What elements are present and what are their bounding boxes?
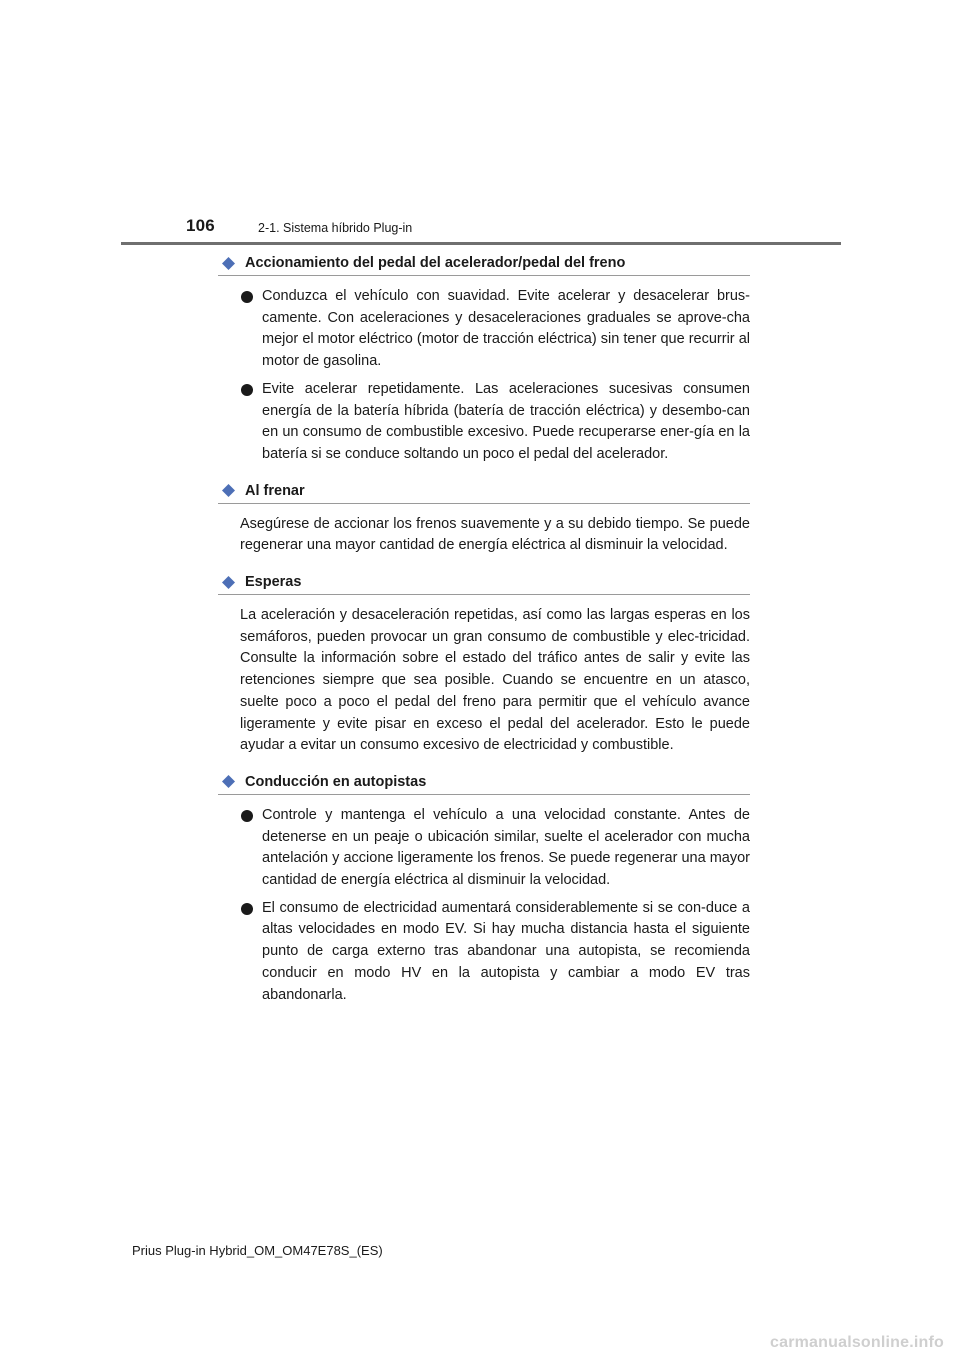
section-heading (218, 571, 750, 595)
list-item-text: El consumo de electricidad aumentará considerablemente si se con-duce a altas velocidades en modo EV. Si hay mucha distancia hasta el siguiente punto de carga externo tras abandonar una autopista, se recomienda conducir en modo HV en la autopista y cambiar a modo EV tras abandonarla. (262, 899, 750, 1003)
list-item (240, 286, 750, 373)
section-highway-driving (218, 771, 750, 1006)
bullet-dot-icon (241, 291, 253, 303)
footer-document-id: Prius Plug-in Hybrid_OM_OM47E78S_(ES) (132, 1243, 383, 1258)
watermark: carmanualsonline.info (770, 1334, 945, 1351)
section-heading (218, 771, 750, 795)
diamond-icon (222, 257, 235, 270)
bullet-dot-icon (241, 810, 253, 822)
header-divider (121, 242, 841, 245)
list-item-text: Evite acelerar repetidamente. Las aceleraciones sucesivas consumen energía de la batería híbrida (batería de tracción eléctrica) y desembo-can en un consumo de combustible excesivo. Puede recuperarse ener-gía en la batería si se conduce soltando un poco el pedal del acelerador. (262, 380, 750, 462)
section-heading (218, 480, 750, 504)
section-paragraph: La aceleración y desaceleración repetidas, así como las largas esperas en los semáforos, pueden provocar un gran consumo de combustible y elec-tricidad. Consulte la información sobre el estado del tráfico antes de salir y evite las retenciones siempre que sea posible. Cuando se encuentre en un atasco, suelte poco a poco el pedal del freno para permitir que el vehículo avance ligeramente y evite pisar en exceso el pedal del acelerador. Esto le puede ayudar a evitar un consumo excesivo de electricidad y combustible. (240, 607, 750, 754)
list-item-text: Conduzca el vehículo con suavidad. Evite acelerar y desacelerar brus-camente. Con aceleraciones y desaceleraciones graduales se aprove-cha mejor el motor eléctrico (motor de tracción eléctrica) sin tener que recurrir al motor de gasolina. (262, 288, 750, 370)
list-item (240, 898, 750, 1007)
diamond-icon (222, 484, 235, 497)
section-heading (218, 252, 750, 276)
list-item (240, 805, 750, 892)
section-paragraph: Asegúrese de accionar los frenos suavemente y a su debido tiempo. Se puede regenerar una mayor cantidad de energía eléctrica al disminuir la velocidad. (240, 515, 750, 554)
bullet-list (218, 286, 750, 466)
page-content (218, 252, 750, 1006)
diamond-icon (222, 775, 235, 788)
section-pedal-operation (218, 252, 750, 466)
list-item-text: Controle y mantenga el vehículo a una velocidad constante. Antes de detenerse en un peaje o ubicación similar, suelte el acelerador con mucha antelación y accione ligeramente los frenos. Se puede regenerar una mayor cantidad de energía eléctrica al disminuir la velocidad. (262, 806, 750, 889)
diamond-icon (222, 576, 235, 589)
section-braking (218, 480, 750, 557)
section-heading-text: Al frenar (245, 482, 305, 499)
bullet-dot-icon (241, 384, 253, 396)
page-number: 106 (186, 216, 215, 235)
section-heading-text: Esperas (245, 574, 302, 591)
list-item (240, 379, 750, 466)
section-waiting (218, 571, 750, 757)
bullet-list (218, 805, 750, 1006)
section-heading-text: Conducción en autopistas (245, 773, 427, 790)
section-heading-text: Accionamiento del pedal del acelerador/pedal del freno (245, 255, 626, 271)
section-title: 2-1. Sistema híbrido Plug-in (258, 221, 413, 235)
page-header (0, 0, 960, 250)
bullet-dot-icon (241, 903, 253, 915)
